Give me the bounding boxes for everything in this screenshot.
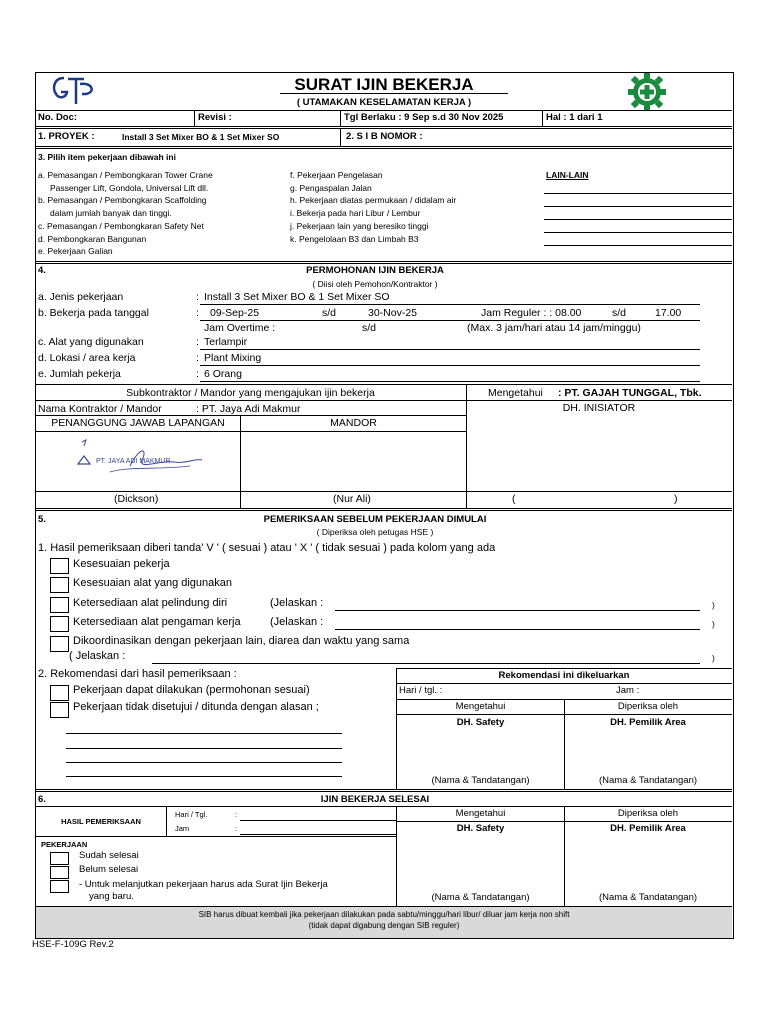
- tools-value: Terlampir: [204, 336, 248, 348]
- checked-by-label: Diperiksa oleh: [617, 808, 679, 819]
- project-label: 1. PROYEK :: [38, 131, 95, 142]
- explain-close: ): [712, 619, 715, 629]
- section-5-subtitle: ( Diperiksa oleh petugas HSE ): [316, 527, 434, 537]
- date-label: Hari / tgl. :: [399, 685, 443, 696]
- continue-note: - Untuk melanjutkan pekerjaan harus ada Surat Ijin Bekerja: [79, 879, 328, 890]
- list-item: j. Pekerjaan lain yang beresiko tinggi: [290, 220, 429, 231]
- explain-label: (Jelaskan :: [270, 597, 324, 609]
- date-from: 09-Sep-25: [210, 307, 260, 319]
- location-value: Plant Mixing: [204, 352, 262, 364]
- colon: :: [196, 307, 199, 319]
- colon: :: [196, 291, 199, 303]
- list-item: c. Pemasangan / Pembongkaran Safety Net: [38, 220, 204, 231]
- project-value: Install 3 Set Mixer BO & 1 Set Mixer SO: [122, 132, 280, 142]
- name-signature-label: (Nama & Tandatangan): [598, 775, 698, 786]
- checkbox-finished[interactable]: [50, 852, 69, 865]
- initiator-paren-open: (: [512, 493, 516, 505]
- colon: :: [196, 336, 199, 348]
- acknowledged-label: Mengetahui: [488, 387, 543, 399]
- explain-close: ): [712, 600, 715, 610]
- contractor-name-value: : PT. Jaya Adi Makmur: [196, 403, 301, 415]
- overtime-sd: s/d: [362, 322, 377, 334]
- checkbox-not-finished[interactable]: [50, 866, 69, 879]
- section-4-subtitle: ( Diisi oleh Pemohon/Kontraktor ): [312, 279, 438, 289]
- contractor-name-label: Nama Kontraktor / Mandor: [38, 403, 162, 415]
- revision-label: Revisi :: [198, 112, 232, 123]
- job-list-col2: [290, 169, 540, 245]
- list-item: dalam jumlah banyak dan tinggi.: [50, 208, 172, 219]
- name-signature-label: (Nama & Tandatangan): [431, 892, 530, 903]
- check-instruction: 1. Hasil pemeriksaan diberi tanda' V ' ( sesuai ) atau ' X ' ( tidak sesuai ) pada kolom yang ada: [38, 542, 496, 554]
- explain-close: ): [712, 653, 715, 663]
- foreman-label: MANDOR: [330, 417, 377, 429]
- checkbox-continue[interactable]: [50, 880, 69, 893]
- checked-by-label: Diperiksa oleh: [617, 701, 679, 712]
- job-type-label: a. Jenis pekerjaan: [38, 291, 124, 303]
- sib-number-label: 2. S I B NOMOR :: [346, 131, 423, 142]
- check-item-label: Ketersediaan alat pengaman kerja: [73, 616, 241, 628]
- recommendation-option: Pekerjaan tidak disetujui / ditunda dengan alasan ;: [73, 701, 319, 713]
- safety-head-label: DH. Safety: [456, 823, 505, 834]
- list-item: Passenger Lift, Gondola, Universal Lift dll.: [50, 182, 209, 193]
- colon: :: [235, 824, 238, 833]
- other-label: LAIN-LAIN: [546, 170, 589, 180]
- recommendation-title: Rekomendasi ini dikeluarkan: [498, 670, 630, 681]
- checkbox-coordination[interactable]: [50, 636, 69, 652]
- supervisor-name: (Dickson): [114, 493, 159, 505]
- area-owner-label: DH. Pemilik Area: [610, 717, 686, 728]
- not-finished-label: Belum selesai: [79, 864, 139, 875]
- footer-note-line2: (tidak dapat digabung dengan SIB reguler): [308, 921, 460, 930]
- page-title: SURAT IJIN BEKERJA: [294, 75, 474, 94]
- checkbox-safety-equipment[interactable]: [50, 616, 69, 632]
- subcontractor-heading: Subkontraktor / Mandor yang mengajukan ijin bekerja: [126, 387, 375, 399]
- valid-date: Tgl Berlaku : 9 Sep s.d 30 Nov 2025: [344, 112, 504, 123]
- max-hours-note: (Max. 3 jam/hari atau 14 jam/minggu): [467, 322, 641, 334]
- time-label: Jam :: [616, 685, 640, 696]
- acknowledged-label: Mengetahui: [455, 808, 506, 819]
- list-item: k. Pengelolaan B3 dan Limbah B3: [290, 233, 419, 244]
- page-subtitle: ( UTAMAKAN KESELAMATAN KERJA ): [296, 97, 472, 108]
- form-code: HSE-F-109G Rev.2: [32, 939, 114, 950]
- regular-hours: Jam Reguler : : 08.00: [481, 307, 582, 319]
- section-4-number: 4.: [38, 265, 46, 276]
- colon: :: [196, 352, 199, 364]
- list-item: b. Pemasangan / Pembongkaran Scaffolding: [38, 195, 207, 206]
- safety-gear-icon: [624, 72, 670, 112]
- list-item: d. Pembongkaran Bangunan: [38, 233, 147, 244]
- colon: :: [196, 368, 199, 380]
- footer-note-line1: SIB harus dibuat kembali jika pekerjaan dilakukan pada sabtu/minggu/hari libur/ diluar jam kerja non shift: [198, 910, 570, 919]
- checkbox-ppe-availability[interactable]: [50, 597, 69, 613]
- checkbox-worker-suitability[interactable]: [50, 558, 69, 574]
- date-sd: s/d: [322, 307, 337, 319]
- location-label: d. Lokasi / area kerja: [38, 352, 136, 364]
- area-owner-label: DH. Pemilik Area: [610, 823, 686, 834]
- job-type-value: Install 3 Set Mixer BO & 1 Set Mixer SO: [204, 291, 390, 303]
- hours-to: 17.00: [655, 307, 682, 319]
- section-5-number: 5.: [38, 514, 46, 525]
- company-name: : PT. GAJAH TUNGGAL, Tbk.: [558, 387, 702, 399]
- check-item-label: Ketersediaan alat pelindung diri: [73, 597, 228, 609]
- colon: :: [235, 810, 238, 819]
- initiator-paren-close: ): [674, 493, 678, 505]
- foreman-name: (Nur Ali): [333, 493, 371, 505]
- list-item: i. Bekerja pada hari Libur / Lembur: [290, 208, 421, 219]
- date-label: Hari / Tgl.: [175, 810, 208, 819]
- work-date-label: b. Bekerja pada tanggal: [38, 307, 149, 319]
- initiator-label: DH. INISIATOR: [562, 402, 636, 414]
- inspection-result-label: HASIL PEMERIKSAAN: [61, 817, 141, 826]
- explain-label: ( Jelaskan :: [69, 650, 126, 662]
- list-item: e. Pekerjaan Galian: [38, 246, 113, 257]
- date-to: 30-Nov-25: [368, 307, 418, 319]
- explain-label: (Jelaskan :: [270, 616, 324, 628]
- check-item-label: Kesesuaian alat yang digunakan: [73, 577, 233, 589]
- work-status-label: PEKERJAAN: [41, 840, 88, 849]
- page-count: Hal : 1 dari 1: [546, 112, 603, 123]
- check-item-label: Kesesuaian pekerja: [73, 558, 170, 570]
- checkbox-approved[interactable]: [50, 685, 69, 701]
- name-signature-label: (Nama & Tandatangan): [598, 892, 698, 903]
- name-signature-label: (Nama & Tandatangan): [431, 775, 530, 786]
- section-6-number: 6.: [38, 794, 46, 805]
- list-item: h. Pekerjaan diatas permukaan / didalam air: [290, 195, 457, 206]
- job-list-col1: [38, 169, 288, 258]
- tools-label: c. Alat yang digunakan: [38, 336, 144, 348]
- list-item: g. Pengaspalan Jalan: [290, 182, 372, 193]
- safety-head-label: DH. Safety: [456, 717, 505, 728]
- finished-label: Sudah selesai: [79, 850, 139, 861]
- stamp-text: PT. JAYA ADI MAKMUR: [96, 458, 171, 465]
- hours-sd: s/d: [612, 307, 627, 319]
- list-item: a. Pemasangan / Pembongkaran Tower Crane: [38, 170, 213, 180]
- doc-number-label: No. Doc:: [38, 112, 78, 123]
- time-label: Jam: [175, 824, 190, 833]
- checkbox-rejected[interactable]: [50, 702, 69, 718]
- acknowledged-label: Mengetahui: [455, 701, 506, 712]
- company-logo-icon: [50, 74, 102, 108]
- check-item-label: Dikoordinasikan dengan pekerjaan lain, diarea dan waktu yang sama: [73, 635, 410, 647]
- continue-note: yang baru.: [89, 891, 134, 902]
- recommendation-label: 2. Rekomendasi dari hasil pemeriksaan :: [38, 668, 237, 680]
- overtime-label: Jam Overtime :: [204, 322, 276, 334]
- field-supervisor-label: PENANGGUNG JAWAB LAPANGAN: [51, 417, 225, 429]
- list-item: f. Pekerjaan Pengelasan: [290, 170, 383, 180]
- section-6-title: IJIN BEKERJA SELESAI: [320, 794, 430, 805]
- recommendation-option: Pekerjaan dapat dilakukan (permohonan sesuai): [73, 684, 310, 696]
- checkbox-tools-suitability[interactable]: [50, 577, 69, 593]
- section-5-title: PEMERIKSAAN SEBELUM PEKERJAAN DIMULAI: [263, 514, 487, 525]
- workers-label: e. Jumlah pekerja: [38, 368, 121, 380]
- workers-value: 6 Orang: [204, 368, 242, 380]
- section-4-title: PERMOHONAN IJIN BEKERJA: [306, 265, 444, 276]
- section-3-title: 3. Pilih item pekerjaan dibawah ini: [38, 152, 176, 162]
